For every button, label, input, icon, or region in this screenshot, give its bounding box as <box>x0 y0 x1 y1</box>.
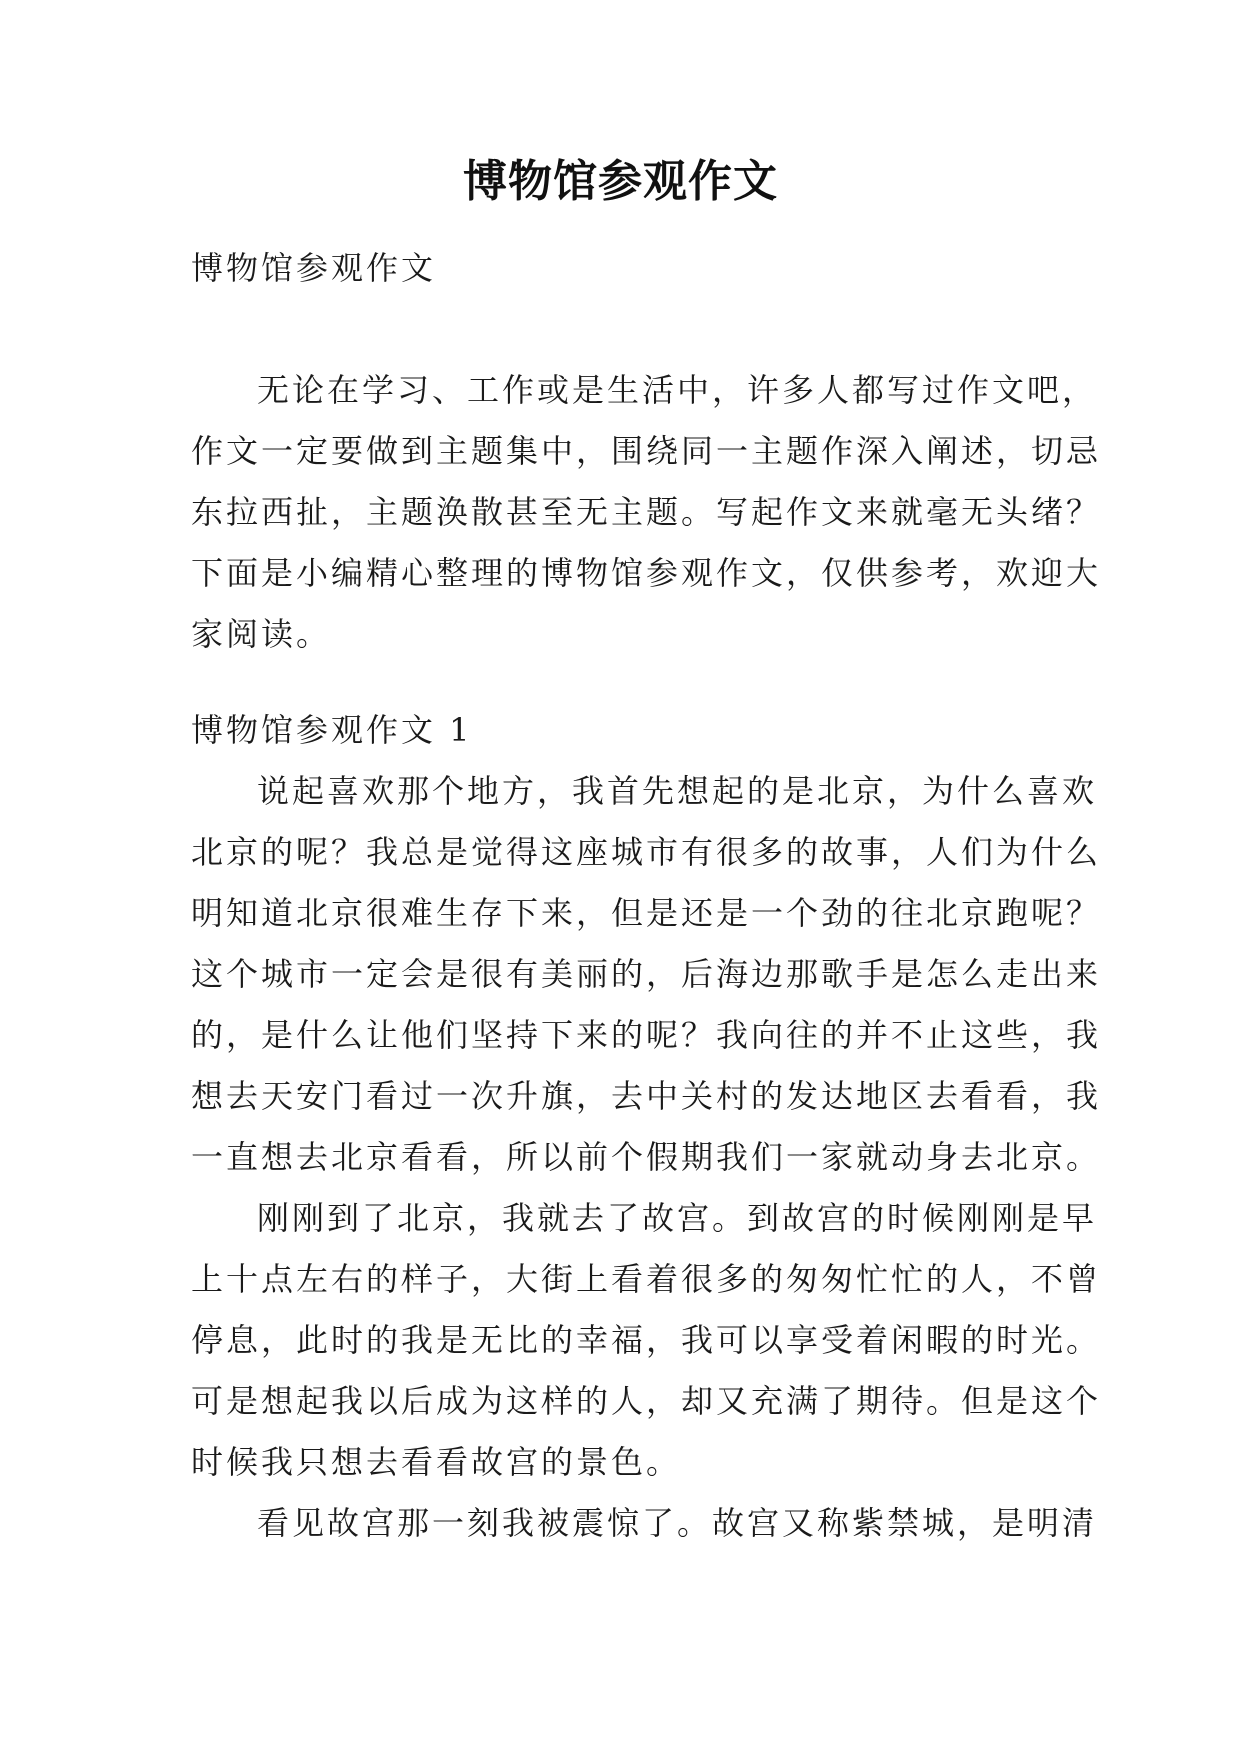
text-line: 下面是小编精心整理的博物馆参观作文，仅供参考，欢迎大 <box>191 554 1102 592</box>
text-line: 明知道北京很难生存下来，但是还是一个劲的往北京跑呢？ <box>191 894 1102 932</box>
text-line: 这个城市一定会是很有美丽的，后海边那歌手是怎么走出来 <box>191 955 1102 993</box>
section-heading <box>191 700 1071 761</box>
essay-paragraph-2 <box>191 1188 1102 1493</box>
text-line: 可是想起我以后成为这样的人，却又充满了期待。但是这个 <box>191 1382 1102 1420</box>
text-line: 想去天安门看过一次升旗，去中关村的发达地区去看看，我 <box>191 1077 1102 1115</box>
text-line: 东拉西扯，主题涣散甚至无主题。写起作文来就毫无头绪？ <box>191 493 1102 531</box>
essay-paragraph-1 <box>191 761 1102 1188</box>
text-line: 北京的呢？我总是觉得这座城市有很多的故事，人们为什么 <box>191 833 1102 871</box>
intro-paragraph <box>191 360 1102 665</box>
text-line: 看见故宫那一刻我被震惊了。故宫又称紫禁城，是明清 <box>257 1504 1098 1542</box>
text-line: 作文一定要做到主题集中，围绕同一主题作深入阐述，切忌 <box>191 432 1102 470</box>
subtitle-line: 博物馆参观作文 <box>191 249 437 287</box>
text-line: 家阅读。 <box>191 615 332 653</box>
text-line: 说起喜欢那个地方，我首先想起的是北京，为什么喜欢 <box>257 772 1098 810</box>
document-title: 博物馆参观作文 <box>463 156 778 207</box>
text-line: 停息，此时的我是无比的幸福，我可以享受着闲暇的时光。 <box>191 1321 1102 1359</box>
text-line: 时候我只想去看看故宫的景色。 <box>191 1443 682 1481</box>
section-heading-text: 博物馆参观作文 1 <box>191 711 473 749</box>
document-subtitle <box>191 238 1071 299</box>
text-line: 的，是什么让他们坚持下来的呢？我向往的并不止这些，我 <box>191 1016 1102 1054</box>
essay-paragraph-3 <box>191 1493 1098 1554</box>
text-line: 上十点左右的样子，大街上看着很多的匆匆忙忙的人，不曾 <box>191 1260 1102 1298</box>
text-line: 一直想去北京看看，所以前个假期我们一家就动身去北京。 <box>191 1138 1102 1176</box>
text-line: 刚刚到了北京，我就去了故宫。到故宫的时候刚刚是早 <box>257 1199 1098 1237</box>
text-line: 无论在学习、工作或是生活中，许多人都写过作文吧， <box>257 371 1098 409</box>
